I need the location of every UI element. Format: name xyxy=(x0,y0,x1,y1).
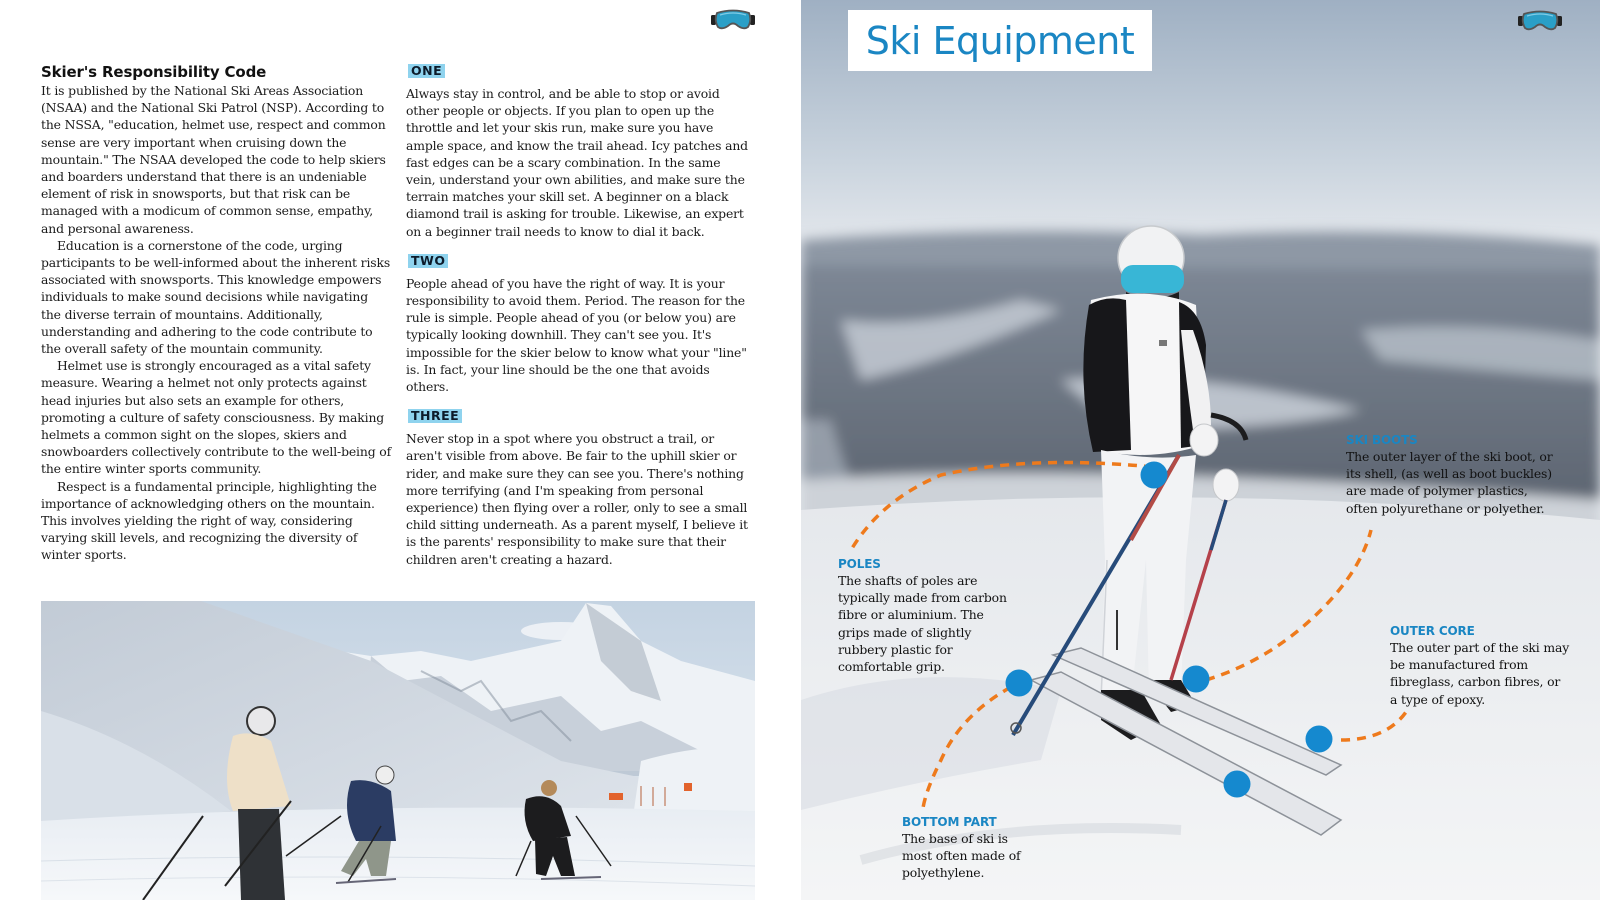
rule-three xyxy=(406,407,752,568)
callout-outer-core xyxy=(1390,623,1570,708)
callout-poles xyxy=(838,556,1018,675)
ski-goggles-icon xyxy=(711,9,755,31)
rule-two xyxy=(406,252,752,395)
right-page xyxy=(801,0,1600,900)
callout-text: The base of ski is most often made of polyethylene. xyxy=(902,831,1021,881)
rules-column xyxy=(406,62,752,580)
rule-heading: ONE xyxy=(408,64,445,78)
callout-text: The outer layer of the ski boot, or its shell, (as well as boot buckles) are made of polymer plastics, often polyurethane or polyether. xyxy=(1346,449,1553,516)
skiers-slope-photo xyxy=(41,601,755,900)
rule-one xyxy=(406,62,752,240)
page-title: Ski Equipment xyxy=(865,18,1135,63)
callout-ski-boots xyxy=(1346,432,1556,517)
intro-paragraph: Respect is a fundamental principle, highlighting the importance of acknowledging others on the mountain. This involves yielding the right of way, considering varying skill levels, and recognizing the diversity of winter sports. xyxy=(41,478,377,563)
intro-paragraph: Education is a cornerstone of the code, urging participants to be well-informed about the inherent risks associated with snowsports. This knowledge empowers individuals to make sound decisions while navigating the diverse terrain of mountains. Additionally, understanding and adhering to the code contribute to the overall safety of the mountain community. xyxy=(41,237,391,357)
callout-text: The shafts of poles are typically made from carbon fibre or aluminium. The grips made of slightly rubbery plastic for comfortable grip. xyxy=(838,573,1007,675)
rule-heading: TWO xyxy=(408,254,448,268)
intro-paragraph: It is published by the National Ski Areas Association (NSAA) and the National Ski Patrol (NSP). According to the NSSA, "education, helmet use, respect and common sense are very important when cruising down the mountain." The NSAA developed the code to help skiers and boarders understand that there is an undeniable element of risk in snowsports, but that risk can be managed with a modicum of common sense, empathy, and personal awareness. xyxy=(41,83,386,236)
callout-text: The outer part of the ski may be manufactured from fibreglass, carbon fibres, or a type of epoxy. xyxy=(1390,640,1570,707)
callout-heading: POLES xyxy=(838,557,881,571)
callout-heading: BOTTOM PART xyxy=(902,815,997,829)
ski-goggles-icon xyxy=(1518,10,1562,32)
rule-text: People ahead of you have the right of way. It is your responsibility to avoid them. Period. The reason for the rule is simple. People ahead of you (or below you) are typically looking downhill. They can't see you. It's impossible for the skier below to know what your "line" is. In fact, your line should be the one that avoids others. xyxy=(406,275,747,395)
intro-paragraph: Helmet use is strongly encouraged as a vital safety measure. Wearing a helmet not only protects against head injuries but also sets an example for others, promoting a culture of safety consciousness. By making helmets a common sight on the slopes, skiers and snowboarders collectively contribute to the well-being of the entire winter sports community. xyxy=(41,358,392,477)
title-box xyxy=(848,10,1152,71)
rule-text: Always stay in control, and be able to stop or avoid other people or objects. If you plan to open up the throttle and let your skis run, make sure you have ample space, and know the trail ahead. Icy patches and fast edges can be a scary combination. In the same vein, understand your own abilities, and make sure the terrain matches your skill set. A beginner on a black diamond trail is asking for trouble. Likewise, an expert on a beginner trail needs to know to dial it back. xyxy=(406,86,748,239)
intro-column xyxy=(41,62,391,564)
rule-text: Never stop in a spot where you obstruct a trail, or aren't visible from above. Be fair to the uphill skier or rider, and make sure they can see you. There's nothing more terrifying (and I'm speaking from personal experience) then flying over a roller, only to see a small child sitting underneath. As a parent myself, I believe it is the parents' responsibility to make sure that their children aren't creating a hazard. xyxy=(406,431,748,567)
callout-heading: SKI BOOTS xyxy=(1346,433,1418,447)
callout-bottom-part xyxy=(902,814,1037,882)
rule-heading: THREE xyxy=(408,409,462,423)
callout-heading: OUTER CORE xyxy=(1390,624,1475,638)
section-title: Skier's Responsibility Code xyxy=(41,63,267,81)
